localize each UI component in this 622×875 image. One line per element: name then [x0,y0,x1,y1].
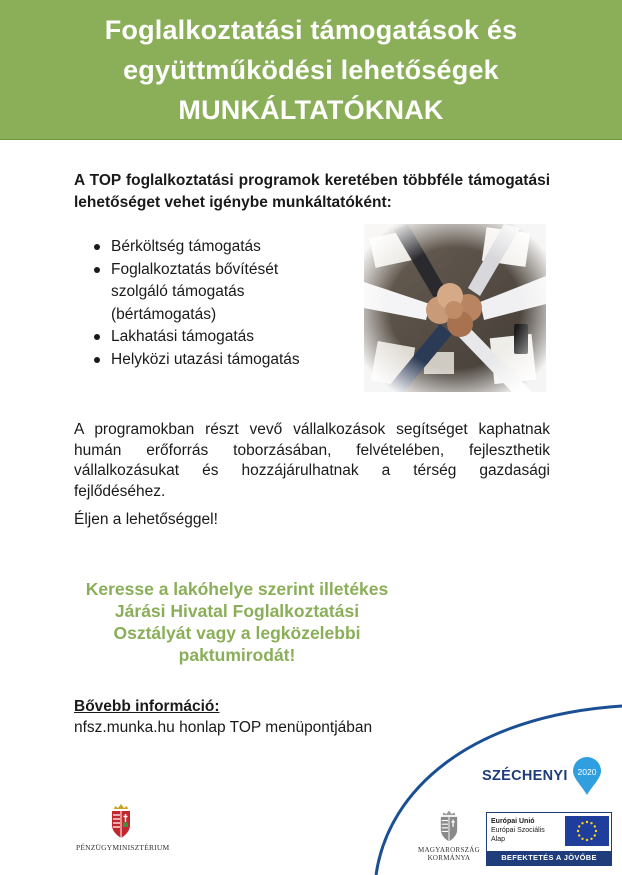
eu-star [578,834,580,836]
eu-star [586,839,588,841]
hungarian-coat-of-arms-icon [110,803,132,839]
eu-slogan: BEFEKTETÉS A JÖVŐBE [487,851,611,865]
list-item-text: (bértámogatás) [111,305,217,323]
list-item-text: Foglalkoztatás bővítését [111,260,279,278]
eu-star [578,825,580,827]
eu-star [590,822,592,824]
list-item [94,326,354,349]
list-item-text: szolgáló támogatás [111,283,245,300]
title-line-2: együttműködési lehetőségek [123,54,499,85]
call-line: Keresse a lakóhelye szerint illetékes [85,579,389,599]
hungarian-coat-of-arms-icon [439,808,459,844]
program-description [74,420,550,502]
eu-fund-logo [486,812,612,866]
eu-star [594,834,596,836]
call-line: paktumirodát! [178,645,296,665]
call-line: Osztályát vagy a legközelebbi [113,623,361,643]
list-item [94,236,354,259]
eu-star [594,825,596,827]
eu-line-2: Európai Szociális [491,827,545,834]
eu-star [590,838,592,840]
paragraph-line: humán erőforrás toborzásában, felvételében, fejleszthetik [74,441,550,459]
header-banner [0,0,622,140]
list-item-text: Helyközi utazási támogatás [111,350,300,368]
paragraph-line: A programokban részt vevő vállalkozások segítséget kaphatnak [74,421,550,438]
list-item-text: Lakhatási támogatás [111,328,255,345]
szechenyi-word: SZÉCHENYI [482,768,568,784]
title-line-3: MUNKÁLTATÓKNAK [178,94,444,125]
list-item-text: Bérköltség támogatás [111,238,261,255]
szechenyi-badge-text: 2020 [577,767,597,777]
call-to-action [62,578,412,666]
eu-star [581,822,583,824]
govt-caption-line-1: MAGYARORSZÁG [418,846,480,854]
hungarian-government-logo [414,808,484,862]
more-info-heading: Bővebb információ: [74,698,220,715]
location-pin-icon [571,756,603,796]
ministry-logo [76,803,170,852]
paragraph-line: fejlődéséhez. [74,482,166,500]
eu-star [581,838,583,840]
eu-star [577,830,579,832]
cheer-text: Éljen a lehetőséggel! [74,511,218,528]
eu-star [586,821,588,823]
ministry-caption: PÉNZÜGYMINISZTÉRIUM [76,843,170,852]
szechenyi-2020-logo [482,756,603,796]
eu-line-3: Alap [491,836,506,843]
paragraph-line: vállalkozásukat és hozzájárulhatnak a térség gazdasági [74,462,550,479]
eu-fund-text [491,817,563,844]
eu-line-1: Európai Unió [491,818,535,825]
intro-text: A TOP foglalkoztatási programok keretében többféle támogatási lehetőséget vehet igénybe munkáltatóként: [74,172,550,211]
support-list [94,236,354,371]
call-line: Járási Hivatal Foglalkoztatási [114,601,360,621]
eu-flag-icon [565,816,609,846]
eu-star [595,830,597,832]
more-info-text: nfsz.munka.hu honlap TOP menüpontjában [74,719,373,736]
govt-caption-line-2: KORMÁNYA [427,854,471,862]
title-line-1: Foglalkoztatási támogatások és [104,14,518,45]
list-item [94,349,354,372]
list-item [94,259,354,327]
teamwork-fist-bump-photo [364,224,546,392]
